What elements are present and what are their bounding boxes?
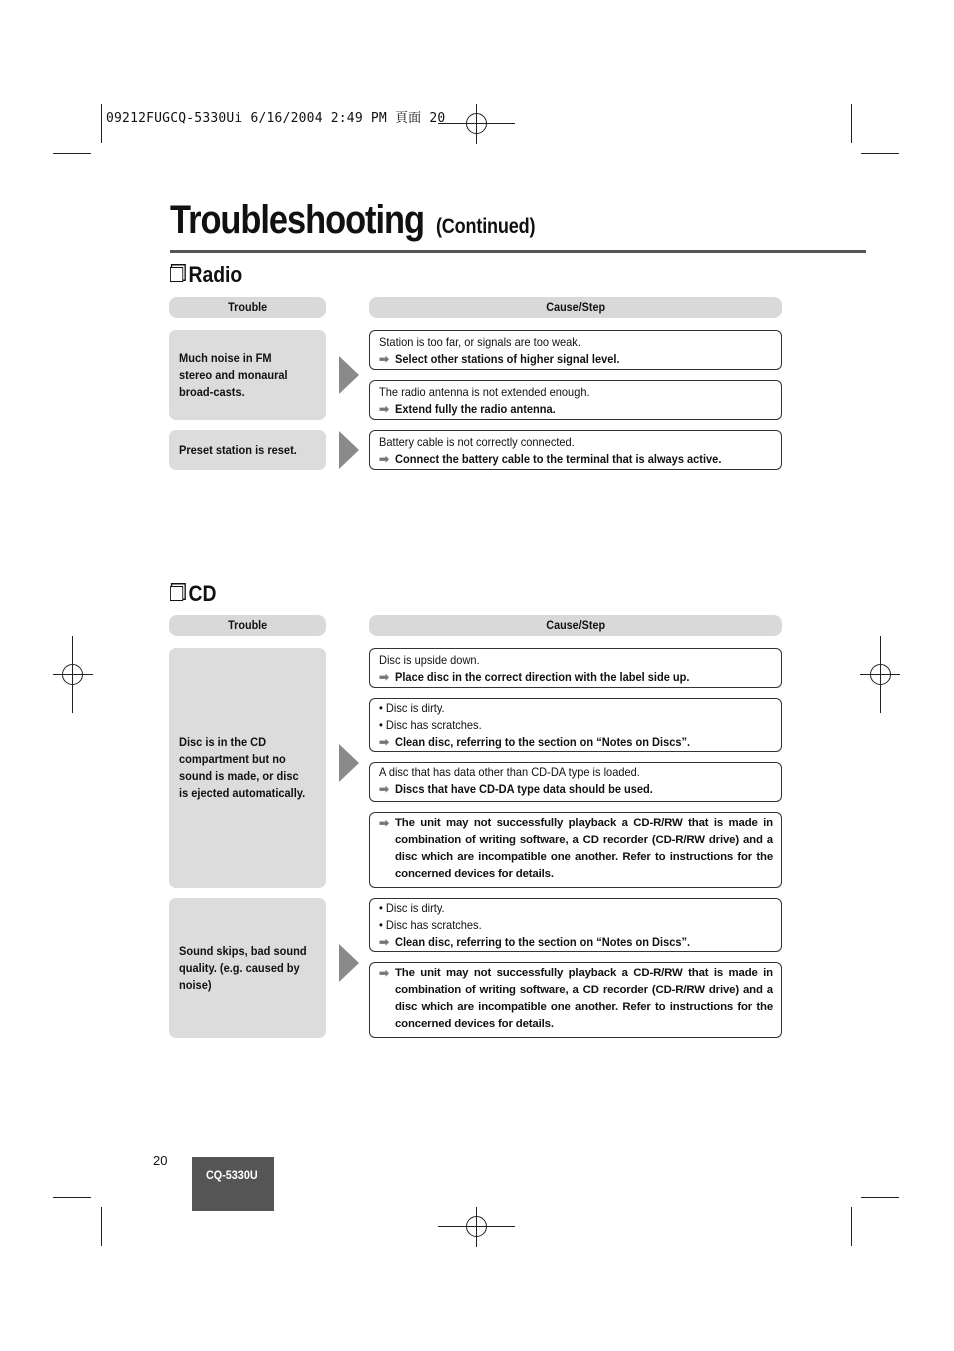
step-arrow-icon: ➡: [379, 735, 390, 749]
step-arrow-icon: ➡: [379, 966, 390, 980]
cause-step-box: Disc is upside down. ➡ Place disc in the correct direction with the label side up.: [369, 648, 782, 688]
title-rule: [170, 250, 866, 253]
arrow-right-icon: [339, 356, 359, 394]
column-header-trouble: Trouble: [169, 615, 326, 636]
column-header-cause-step: Cause/Step: [369, 297, 782, 318]
cause-step-box: Station is too far, or signals are too weak. ➡ Select other stations of higher signal level.: [369, 330, 782, 370]
registration-mark-left: [53, 636, 93, 713]
cause-step-box: ➡ The unit may not successfully playback a CD-R/RW that is made in combination of writing software, a CD recorder (CD-R/RW drive) and a disc which are incompatible one another. Refer to instructions for the concerned devices for details.: [369, 962, 782, 1038]
page-title: [170, 198, 535, 243]
crop-mark: [851, 1207, 852, 1246]
trouble-cell: Preset station is reset.: [169, 430, 326, 470]
column-header-cause-step: Cause/Step: [369, 615, 782, 636]
arrow-right-icon: [339, 431, 359, 469]
crop-mark: [53, 153, 91, 154]
step-arrow-icon: ➡: [379, 935, 390, 949]
cause-step-box: Battery cable is not correctly connected. ➡ Connect the battery cable to the terminal that is always active.: [369, 430, 782, 470]
step-arrow-icon: ➡: [379, 452, 390, 466]
arrow-right-icon: [339, 744, 359, 782]
model-tab: CQ-5330U: [192, 1157, 274, 1211]
crop-mark: [861, 153, 899, 154]
section-heading-radio: Radio: [170, 262, 242, 288]
trouble-cell: Sound skips, bad sound quality. (e.g. caused by noise): [169, 898, 326, 1038]
registration-mark-right: [860, 636, 900, 713]
step-arrow-icon: ➡: [379, 402, 390, 416]
page-title-text: Troubleshooting: [170, 198, 424, 242]
column-header-trouble: Trouble: [169, 297, 326, 318]
checkbox-square-icon: [170, 267, 183, 282]
cause-step-box: • Disc is dirty. • Disc has scratches. ➡ Clean disc, referring to the section on “Notes on Discs”.: [369, 698, 782, 752]
registration-mark-bottom: [438, 1207, 515, 1247]
step-arrow-icon: ➡: [379, 816, 390, 830]
crop-mark: [861, 1197, 899, 1198]
section-heading-cd: CD: [170, 581, 216, 607]
cause-step-box: • Disc is dirty. • Disc has scratches. ➡ Clean disc, referring to the section on “Notes on Discs”.: [369, 898, 782, 952]
step-arrow-icon: ➡: [379, 670, 390, 684]
crop-mark: [101, 104, 102, 143]
page-title-suffix: (Continued): [435, 215, 536, 238]
print-header-note: 09212FUGCQ-5330Ui 6/16/2004 2:49 PM 頁面 20: [106, 111, 446, 126]
step-arrow-icon: ➡: [379, 782, 390, 796]
page-number: 20: [153, 1153, 168, 1168]
crop-mark: [101, 1207, 102, 1246]
crop-mark: [53, 1197, 91, 1198]
crop-mark: [851, 104, 852, 143]
trouble-cell: Much noise in FM stereo and monaural broad-casts.: [169, 330, 326, 420]
cause-step-box: A disc that has data other than CD-DA type is loaded. ➡ Discs that have CD-DA type data should be used.: [369, 762, 782, 802]
cause-step-box: ➡ The unit may not successfully playback a CD-R/RW that is made in combination of writing software, a CD recorder (CD-R/RW drive) and a disc which are incompatible one another. Refer to instructions for the concerned devices for details.: [369, 812, 782, 888]
arrow-right-icon: [339, 944, 359, 982]
trouble-cell: Disc is in the CD compartment but no sound is made, or disc is ejected automatically.: [169, 648, 326, 888]
step-arrow-icon: ➡: [379, 352, 390, 366]
checkbox-square-icon: [170, 586, 183, 601]
cause-step-box: The radio antenna is not extended enough. ➡ Extend fully the radio antenna.: [369, 380, 782, 420]
registration-mark-top: [438, 104, 515, 144]
